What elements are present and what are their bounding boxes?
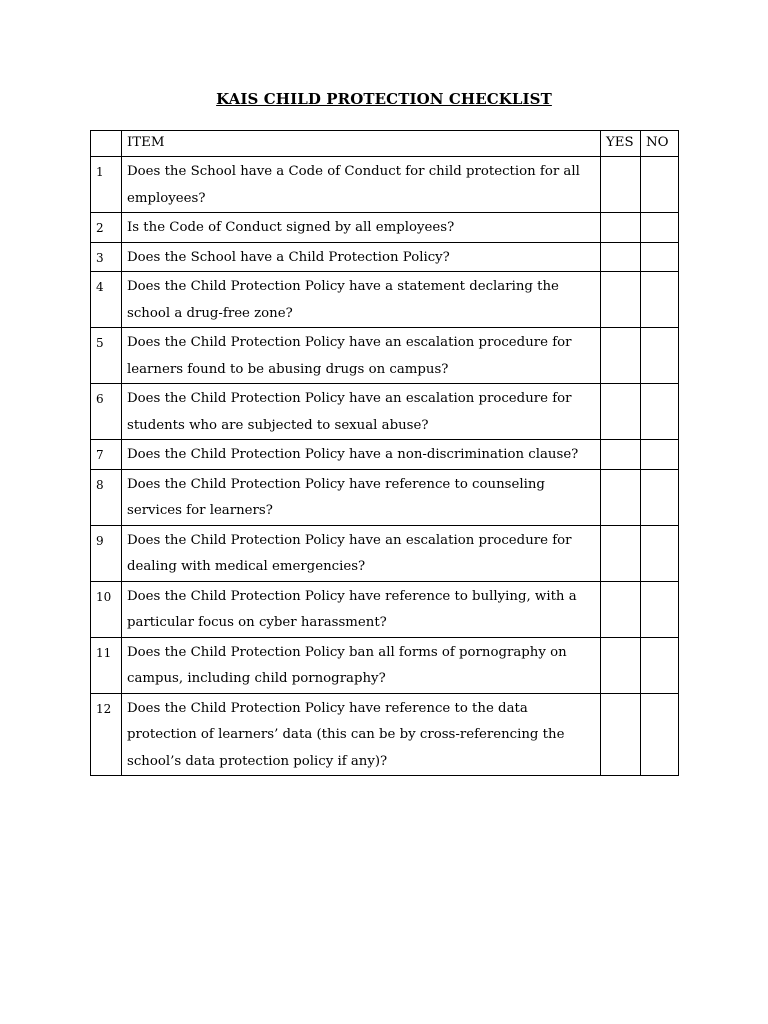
row-item: Does the Child Protection Policy have reference to counseling services for learners?	[122, 469, 601, 525]
row-number: 4	[91, 272, 122, 328]
table-row	[91, 157, 679, 213]
page-title: KAIS CHILD PROTECTION CHECKLIST	[216, 90, 552, 108]
yes-cell[interactable]	[601, 469, 641, 525]
no-cell[interactable]	[641, 693, 679, 776]
yes-cell[interactable]	[601, 157, 641, 213]
row-number: 2	[91, 213, 122, 243]
row-number: 11	[91, 637, 122, 693]
yes-cell[interactable]	[601, 693, 641, 776]
table-row	[91, 213, 679, 243]
row-number: 8	[91, 469, 122, 525]
row-number: 5	[91, 328, 122, 384]
yes-cell[interactable]	[601, 581, 641, 637]
header-no: NO	[641, 131, 679, 157]
yes-cell[interactable]	[601, 637, 641, 693]
table-row	[91, 637, 679, 693]
table-row	[91, 525, 679, 581]
header-item: ITEM	[122, 131, 601, 157]
no-cell[interactable]	[641, 272, 679, 328]
row-number: 9	[91, 525, 122, 581]
yes-cell[interactable]	[601, 525, 641, 581]
row-item: Does the Child Protection Policy have an escalation procedure for dealing with medical emergencies?	[122, 525, 601, 581]
header-number	[91, 131, 122, 157]
row-number: 6	[91, 384, 122, 440]
no-cell[interactable]	[641, 525, 679, 581]
row-number: 12	[91, 693, 122, 776]
no-cell[interactable]	[641, 469, 679, 525]
table-row	[91, 242, 679, 272]
row-number: 3	[91, 242, 122, 272]
no-cell[interactable]	[641, 157, 679, 213]
row-item: Does the Child Protection Policy have reference to the data protection of learners’ data (this can be by cross-referencing the school’s data protection policy if any)?	[122, 693, 601, 776]
header-yes: YES	[601, 131, 641, 157]
row-item: Does the Child Protection Policy ban all forms of pornography on campus, including child pornography?	[122, 637, 601, 693]
yes-cell[interactable]	[601, 440, 641, 470]
yes-cell[interactable]	[601, 328, 641, 384]
row-item: Does the Child Protection Policy have reference to bullying, with a particular focus on cyber harassment?	[122, 581, 601, 637]
no-cell[interactable]	[641, 440, 679, 470]
table-row	[91, 693, 679, 776]
row-item: Does the Child Protection Policy have an escalation procedure for learners found to be abusing drugs on campus?	[122, 328, 601, 384]
yes-cell[interactable]	[601, 384, 641, 440]
yes-cell[interactable]	[601, 213, 641, 243]
no-cell[interactable]	[641, 213, 679, 243]
no-cell[interactable]	[641, 328, 679, 384]
checklist-table	[90, 130, 679, 776]
row-item: Does the Child Protection Policy have a non-discrimination clause?	[122, 440, 601, 470]
table-row	[91, 440, 679, 470]
no-cell[interactable]	[641, 384, 679, 440]
table-row	[91, 384, 679, 440]
row-item: Does the Child Protection Policy have a statement declaring the school a drug-free zone?	[122, 272, 601, 328]
yes-cell[interactable]	[601, 242, 641, 272]
table-row	[91, 581, 679, 637]
no-cell[interactable]	[641, 242, 679, 272]
table-row	[91, 328, 679, 384]
table-row	[91, 272, 679, 328]
row-item: Is the Code of Conduct signed by all employees?	[122, 213, 601, 243]
row-number: 10	[91, 581, 122, 637]
table-header-row	[91, 131, 679, 157]
no-cell[interactable]	[641, 637, 679, 693]
row-number: 1	[91, 157, 122, 213]
row-number: 7	[91, 440, 122, 470]
row-item: Does the Child Protection Policy have an escalation procedure for students who are subjected to sexual abuse?	[122, 384, 601, 440]
no-cell[interactable]	[641, 581, 679, 637]
row-item: Does the School have a Code of Conduct for child protection for all employees?	[122, 157, 601, 213]
row-item: Does the School have a Child Protection Policy?	[122, 242, 601, 272]
yes-cell[interactable]	[601, 272, 641, 328]
table-row	[91, 469, 679, 525]
